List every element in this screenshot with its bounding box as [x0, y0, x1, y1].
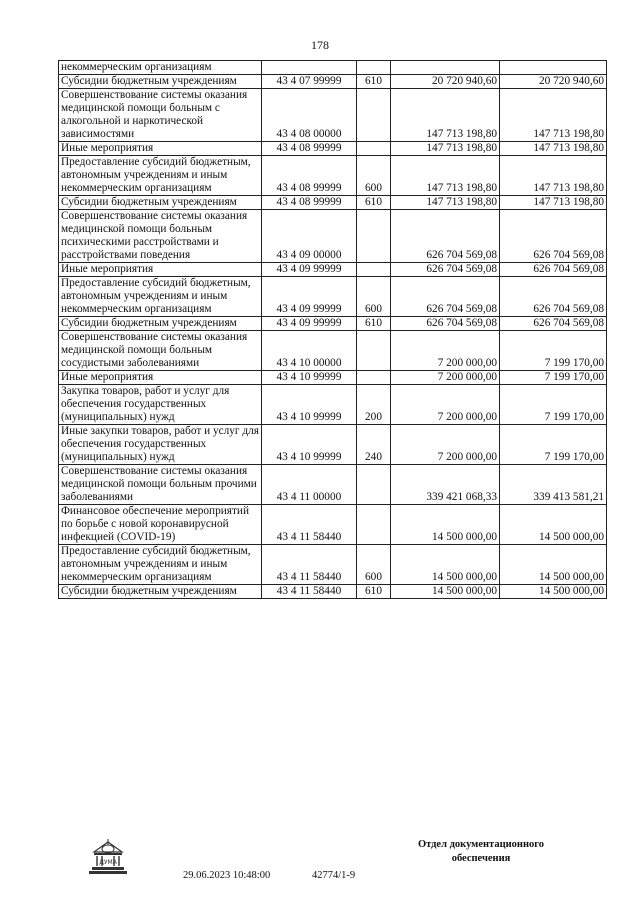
target-article-code-cell: 43 4 08 99999 [262, 156, 357, 196]
planned-amount-cell: 339 421 068,33 [391, 465, 500, 505]
item-name-cell: Финансовое обеспечение мероприятий по борьбе с новой коронавирусной инфекцией (COVID-19) [59, 505, 262, 545]
item-name-cell: Иные закупки товаров, работ и услуг для обеспечения государственных (муниципальных) нужд [59, 425, 262, 465]
target-article-code-cell: 43 4 08 99999 [262, 196, 357, 210]
executed-amount-cell: 339 413 581,21 [500, 465, 607, 505]
item-name-cell: Предоставление субсидий бюджетным, автономным учреждениям и иным некоммерческим организациям [59, 277, 262, 317]
table-row [59, 425, 607, 465]
target-article-code-cell: 43 4 10 99999 [262, 371, 357, 385]
expense-type-cell: 600 [357, 545, 391, 585]
planned-amount-cell: 147 713 198,80 [391, 142, 500, 156]
item-name-cell: Субсидии бюджетным учреждениям [59, 317, 262, 331]
executed-amount-cell: 14 500 000,00 [500, 585, 607, 599]
expense-type-cell [357, 142, 391, 156]
executed-amount-cell: 7 199 170,00 [500, 425, 607, 465]
table-row [59, 277, 607, 317]
planned-amount-cell: 20 720 940,60 [391, 75, 500, 89]
target-article-code-cell: 43 4 11 58440 [262, 505, 357, 545]
item-name-cell: Совершенствование системы оказания медицинской помощи больным с алкогольной и наркотической зависимостями [59, 89, 262, 142]
executed-amount-cell: 14 500 000,00 [500, 505, 607, 545]
executed-amount-cell: 147 713 198,80 [500, 196, 607, 210]
table-row [59, 263, 607, 277]
planned-amount-cell: 147 713 198,80 [391, 89, 500, 142]
planned-amount-cell: 14 500 000,00 [391, 545, 500, 585]
executed-amount-cell: 626 704 569,08 [500, 317, 607, 331]
item-name-cell: Иные мероприятия [59, 263, 262, 277]
target-article-code-cell: 43 4 07 99999 [262, 75, 357, 89]
page-number: 178 [311, 38, 329, 52]
svg-text:ДУМА: ДУМА [99, 859, 117, 866]
executed-amount-cell: 20 720 940,60 [500, 75, 607, 89]
item-name-cell: Совершенствование системы оказания медицинской помощи больным прочими заболеваниями [59, 465, 262, 505]
target-article-code-cell: 43 4 09 99999 [262, 277, 357, 317]
table-row [59, 142, 607, 156]
duma-emblem-icon [86, 838, 130, 878]
expense-type-cell [357, 465, 391, 505]
executed-amount-cell [500, 61, 607, 75]
item-name-cell: Субсидии бюджетным учреждениям [59, 75, 262, 89]
planned-amount-cell: 147 713 198,80 [391, 196, 500, 210]
target-article-code-cell: 43 4 10 99999 [262, 425, 357, 465]
target-article-code-cell: 43 4 08 00000 [262, 89, 357, 142]
target-article-code-cell [262, 61, 357, 75]
target-article-code-cell: 43 4 10 00000 [262, 331, 357, 371]
executed-amount-cell: 626 704 569,08 [500, 277, 607, 317]
target-article-code-cell: 43 4 09 99999 [262, 317, 357, 331]
page-footer [0, 838, 640, 904]
table-row [59, 465, 607, 505]
table-row [59, 210, 607, 263]
table-row [59, 545, 607, 585]
item-name-cell: Совершенствование системы оказания медицинской помощи больным психическими расстройствами и расстройствами поведения [59, 210, 262, 263]
table-row [59, 156, 607, 196]
planned-amount-cell: 147 713 198,80 [391, 156, 500, 196]
table-row [59, 196, 607, 210]
planned-amount-cell: 7 200 000,00 [391, 425, 500, 465]
target-article-code-cell: 43 4 09 00000 [262, 210, 357, 263]
table-row [59, 505, 607, 545]
executed-amount-cell: 14 500 000,00 [500, 545, 607, 585]
item-name-cell: Субсидии бюджетным учреждениям [59, 196, 262, 210]
item-name-cell: Закупка товаров, работ и услуг для обеспечения государственных (муниципальных) нужд [59, 385, 262, 425]
target-article-code-cell: 43 4 11 00000 [262, 465, 357, 505]
item-name-cell: Предоставление субсидий бюджетным, автономным учреждениям и иным некоммерческим организациям [59, 545, 262, 585]
planned-amount-cell: 626 704 569,08 [391, 317, 500, 331]
executed-amount-cell: 7 199 170,00 [500, 385, 607, 425]
expense-type-cell: 600 [357, 277, 391, 317]
executed-amount-cell: 147 713 198,80 [500, 156, 607, 196]
planned-amount-cell: 626 704 569,08 [391, 210, 500, 263]
expense-type-cell [357, 89, 391, 142]
item-name-cell: Иные мероприятия [59, 371, 262, 385]
budget-table-body [59, 61, 607, 599]
table-row [59, 61, 607, 75]
planned-amount-cell: 7 200 000,00 [391, 331, 500, 371]
target-article-code-cell: 43 4 11 58440 [262, 545, 357, 585]
expense-type-cell: 240 [357, 425, 391, 465]
expense-type-cell: 610 [357, 196, 391, 210]
item-name-cell: Совершенствование системы оказания медицинской помощи больным сосудистыми заболеваниями [59, 331, 262, 371]
document-timestamp: 29.06.2023 10:48:00 [183, 870, 271, 881]
target-article-code-cell: 43 4 10 99999 [262, 385, 357, 425]
executed-amount-cell: 147 713 198,80 [500, 89, 607, 142]
executed-amount-cell: 626 704 569,08 [500, 263, 607, 277]
item-name-cell: Субсидии бюджетным учреждениям [59, 585, 262, 599]
planned-amount-cell: 626 704 569,08 [391, 277, 500, 317]
table-row [59, 331, 607, 371]
executed-amount-cell: 7 199 170,00 [500, 331, 607, 371]
expense-type-cell [357, 371, 391, 385]
table-row [59, 385, 607, 425]
expense-type-cell: 200 [357, 385, 391, 425]
table-row [59, 89, 607, 142]
item-name-cell: некоммерческим организациям [59, 61, 262, 75]
expense-type-cell [357, 505, 391, 545]
executed-amount-cell: 147 713 198,80 [500, 142, 607, 156]
expense-type-cell: 610 [357, 585, 391, 599]
department-stamp: Отдел документационного обеспечения [417, 839, 545, 864]
registration-number: 42774/1-9 [312, 870, 356, 881]
budget-table [58, 60, 607, 599]
expense-type-cell: 610 [357, 75, 391, 89]
table-row [59, 75, 607, 89]
planned-amount-cell: 7 200 000,00 [391, 385, 500, 425]
table-row [59, 317, 607, 331]
planned-amount-cell: 7 200 000,00 [391, 371, 500, 385]
executed-amount-cell: 7 199 170,00 [500, 371, 607, 385]
item-name-cell: Иные мероприятия [59, 142, 262, 156]
planned-amount-cell: 14 500 000,00 [391, 505, 500, 545]
table-row [59, 371, 607, 385]
expense-type-cell: 610 [357, 317, 391, 331]
planned-amount-cell: 626 704 569,08 [391, 263, 500, 277]
expense-type-cell: 600 [357, 156, 391, 196]
item-name-cell: Предоставление субсидий бюджетным, автономным учреждениям и иным некоммерческим организациям [59, 156, 262, 196]
expense-type-cell [357, 210, 391, 263]
target-article-code-cell: 43 4 11 58440 [262, 585, 357, 599]
target-article-code-cell: 43 4 08 99999 [262, 142, 357, 156]
target-article-code-cell: 43 4 09 99999 [262, 263, 357, 277]
expense-type-cell [357, 331, 391, 371]
expense-type-cell [357, 263, 391, 277]
expense-type-cell [357, 61, 391, 75]
planned-amount-cell [391, 61, 500, 75]
executed-amount-cell: 626 704 569,08 [500, 210, 607, 263]
planned-amount-cell: 14 500 000,00 [391, 585, 500, 599]
table-row [59, 585, 607, 599]
